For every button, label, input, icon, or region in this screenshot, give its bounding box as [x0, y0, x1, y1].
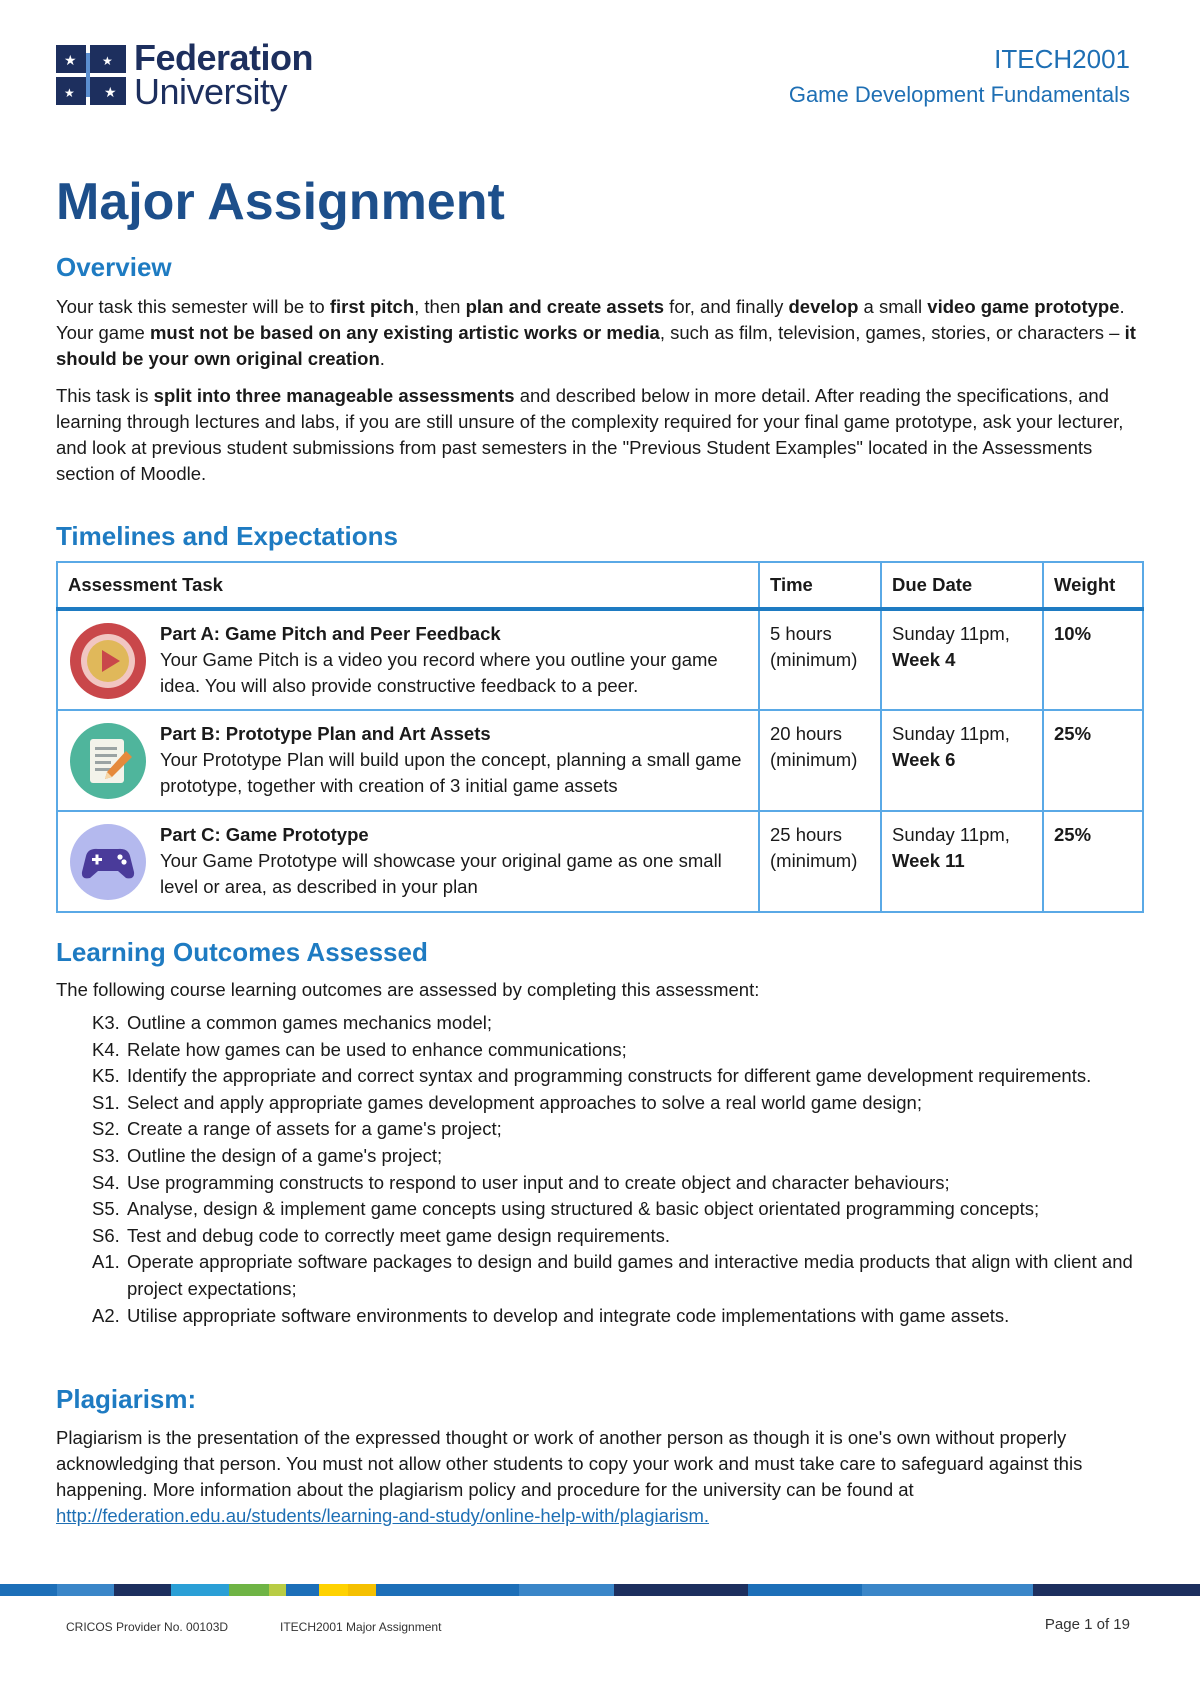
weight-value: 10% — [1043, 609, 1143, 710]
gamepad-icon — [68, 822, 148, 902]
list-item: S2. Create a range of assets for a game's project; — [92, 1118, 502, 1140]
learning-outcomes-intro: The following course learning outcomes are assessed by completing this assessment: — [56, 979, 760, 1000]
footer-cricos: CRICOS Provider No. 00103D — [66, 1620, 229, 1634]
list-item: K3. Outline a common games mechanics model; — [92, 1012, 493, 1033]
time-qualifier: (minimum) — [770, 850, 858, 871]
footer-color-bar — [0, 1584, 1200, 1596]
task-title-part-b: Part B: Prototype Plan and Art Assets — [160, 723, 491, 744]
page-title: Major Assignment — [56, 173, 505, 231]
timelines-heading: Timelines and Expectations — [56, 521, 398, 551]
list-item: A2. Utilise appropriate software environments to develop and integrate code implementations with game assets. — [92, 1304, 1010, 1326]
due-day: Sunday 11pm, — [892, 623, 1010, 644]
overview-heading: Overview — [56, 252, 172, 282]
column-header-due-date: Due Date — [881, 562, 1043, 609]
overview-paragraph-1: Your task this semester will be to first pitch, then plan and create assets for, and finally develop a small video game prototype. Your game must not be based on any existing artistic works or media, such as film, television, games, stories, or characters – it should be your own original creation. — [56, 296, 1136, 369]
logo-text-university: University — [134, 71, 288, 112]
time-qualifier: (minimum) — [770, 749, 858, 770]
course-name: Game Development Fundamentals — [788, 82, 1130, 107]
logo-flag-icon — [56, 43, 128, 107]
list-item: S4. Use programming constructs to respond to user input and to create object and character behaviours; — [92, 1171, 950, 1193]
list-item: A1. Operate appropriate software packages to design and build games and interactive media products that align with client and project expectations; — [92, 1251, 1133, 1299]
due-week: Week 4 — [892, 649, 956, 670]
list-item: K5. Identify the appropriate and correct syntax and programming constructs for different game development requirements. — [92, 1065, 1092, 1087]
course-code: ITECH2001 — [994, 44, 1130, 74]
table-header-row — [57, 562, 1143, 609]
plagiarism-heading: Plagiarism: — [56, 1384, 197, 1414]
learning-outcomes-list — [92, 1010, 1142, 1329]
list-item: S6. Test and debug code to correctly meet game design requirements. — [92, 1224, 670, 1246]
column-header-weight: Weight — [1043, 562, 1143, 609]
federation-university-logo — [56, 37, 314, 112]
due-week: Week 6 — [892, 749, 956, 770]
task-description-part-c: Your Game Prototype will showcase your original game as one small level or area, as described in your plan — [160, 850, 722, 897]
learning-outcomes-heading: Learning Outcomes Assessed — [56, 937, 428, 967]
assessment-table — [56, 561, 1144, 913]
overview-paragraph-2: This task is split into three manageable assessments and described below in more detail. After reading the specifications, and learning through lectures and labs, if you are still unsure of the complexity required for your final game prototype, ask your lecturer, and look at previous student submissions from past semesters in the "Previous Student Examples" located in the Assessments section of Moodle. — [56, 385, 1124, 484]
svg-text:★: ★ — [104, 85, 117, 101]
plagiarism-paragraph: Plagiarism is the presentation of the expressed thought or work of another person as though it is one's own without properly acknowledging that person. You must not allow other students to copy your work and must take care to safeguard against this happening. More information about the plagiarism policy and procedure for the university can be found at http://federation.edu.au/students/learning-and-study/online-help-with/plagiarism. — [56, 1427, 1083, 1526]
time-value: 20 hours — [770, 723, 842, 744]
footer-page-number: Page 1 of 19 — [1044, 1616, 1130, 1633]
time-qualifier: (minimum) — [770, 649, 858, 670]
time-value: 25 hours — [770, 824, 842, 845]
play-video-icon — [68, 621, 148, 701]
column-header-time: Time — [759, 562, 881, 609]
notepad-pencil-icon — [68, 721, 148, 801]
table-row — [57, 710, 1143, 811]
table-row — [57, 811, 1143, 912]
task-description-part-b: Your Prototype Plan will build upon the concept, planning a small game prototype, together with creation of 3 initial game assets — [160, 749, 742, 796]
weight-value: 25% — [1043, 811, 1143, 912]
logo-text-federation: Federation — [134, 37, 314, 78]
svg-text:★: ★ — [64, 86, 75, 100]
due-week: Week 11 — [892, 850, 965, 871]
svg-text:★: ★ — [102, 54, 113, 68]
due-day: Sunday 11pm, — [892, 824, 1010, 845]
list-item: S1. Select and apply appropriate games development approaches to solve a real world game design; — [92, 1091, 922, 1113]
due-day: Sunday 11pm, — [892, 723, 1010, 744]
time-value: 5 hours — [770, 623, 832, 644]
list-item: S5. Analyse, design & implement game concepts using structured & basic object orientated programming concepts; — [92, 1198, 1040, 1220]
column-header-task: Assessment Task — [57, 562, 759, 609]
list-item: K4. Relate how games can be used to enhance communications; — [92, 1038, 627, 1060]
table-row — [57, 609, 1143, 710]
plagiarism-policy-link[interactable]: http://federation.edu.au/students/learning-and-study/online-help-with/plagiarism. — [56, 1505, 710, 1526]
task-description-part-a: Your Game Pitch is a video you record where you outline your game idea. You will also provide constructive feedback to a peer. — [160, 649, 718, 696]
task-title-part-c: Part C: Game Prototype — [160, 824, 369, 845]
footer-document-name: ITECH2001 Major Assignment — [280, 1620, 442, 1634]
svg-text:★: ★ — [64, 53, 77, 69]
task-title-part-a: Part A: Game Pitch and Peer Feedback — [160, 623, 501, 644]
list-item: S3. Outline the design of a game's project; — [92, 1144, 443, 1166]
weight-value: 25% — [1043, 710, 1143, 811]
